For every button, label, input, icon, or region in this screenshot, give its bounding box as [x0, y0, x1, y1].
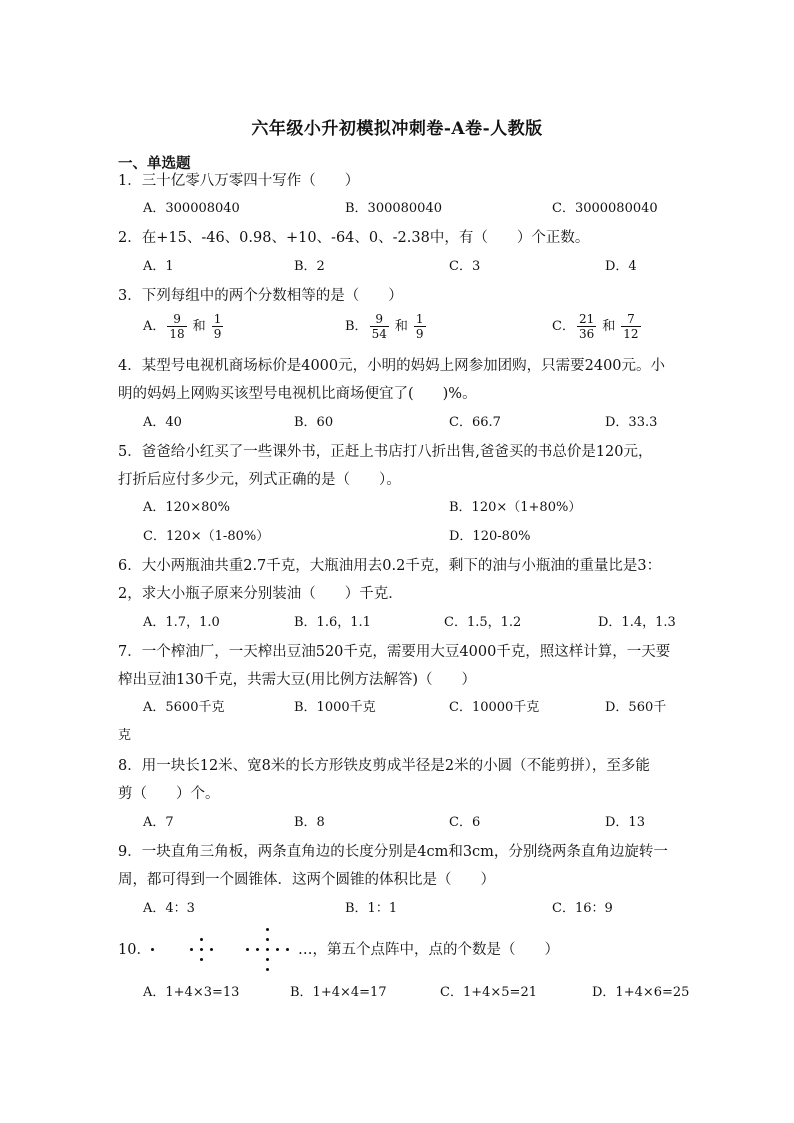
- question-8-line-2: 剪（ ）个。: [118, 786, 220, 802]
- q10-option-c[interactable]: C．1+4×5=21: [440, 985, 537, 1000]
- question-3: 3．下列每组中的两个分数相等的是（ ）: [118, 288, 403, 304]
- question-10-number: 10．: [118, 942, 151, 958]
- fraction: $\frac{21}{36}$: [578, 312, 595, 341]
- conjunction: 和: [394, 318, 408, 334]
- question-9-line-1: 9．一块直角三角板，两条直角边的长度分别是4cm和3cm，分别绕两条直角边旋转一: [118, 844, 668, 860]
- q6-option-c[interactable]: C．1.5，1.2: [444, 615, 522, 630]
- q5-option-d[interactable]: D．120-80%: [449, 529, 531, 544]
- q10-option-b[interactable]: B．1+4×4=17: [290, 985, 387, 1000]
- fraction: $\frac{1}{9}$: [415, 312, 424, 341]
- q3-option-b[interactable]: [345, 312, 428, 341]
- dot: [286, 948, 289, 951]
- question-5-line-2: 打折后应付多少元，列式正确的是（ ）。: [118, 472, 401, 488]
- q6-option-d[interactable]: D．1.4，1.3: [598, 615, 676, 630]
- q7-option-d[interactable]: D．560千: [605, 700, 667, 715]
- q2-option-c[interactable]: C．3: [449, 259, 481, 274]
- q8-option-d[interactable]: D．13: [605, 815, 645, 830]
- dot: [266, 948, 269, 951]
- q4-option-b[interactable]: B．60: [294, 415, 334, 430]
- conjunction: 和: [192, 318, 206, 334]
- option-label: C．: [552, 318, 575, 334]
- q4-option-a[interactable]: A．40: [143, 415, 182, 430]
- question-8-line-1: 8．用一块长12米、宽8米的长方形铁皮剪成半径是2米的小圆（不能剪拼），至多能: [118, 758, 650, 774]
- dot: [210, 948, 213, 951]
- dot: [266, 958, 269, 961]
- question-5-line-1: 5．爸爸给小红买了一些课外书，正赶上书店打八折出售,爸爸买的书总价是120元，: [118, 444, 653, 460]
- dot: [256, 948, 259, 951]
- q6-option-b[interactable]: B．1.6，1.1: [294, 615, 371, 630]
- section-heading: 一、单选题: [118, 155, 191, 172]
- q4-option-d[interactable]: D．33.3: [605, 415, 658, 430]
- question-4-line-1: 4．某型号电视机商场标价是4000元，小明的妈妈上网参加团购，只需要2400元。小: [118, 358, 666, 374]
- question-2: 2．在+15、-46、0.98、+10、-64、0、-2.38中，有（ ）个正数。: [118, 230, 590, 246]
- q8-option-b[interactable]: B．8: [294, 815, 325, 830]
- fraction: $\frac{7}{12}$: [623, 312, 639, 341]
- q10-option-d[interactable]: D．1+4×6=25: [592, 985, 690, 1000]
- dot: [246, 948, 249, 951]
- q9-option-a[interactable]: A．4：3: [143, 901, 195, 916]
- question-7-line-2: 榨出豆油130千克，共需大豆(用比例方法解答)（ ）: [118, 672, 476, 688]
- page-title: 六年级小升初模拟冲刺卷-A卷-人教版: [251, 119, 543, 139]
- q2-option-d[interactable]: D．4: [605, 259, 637, 274]
- q7-option-b[interactable]: B．1000千克: [294, 700, 376, 715]
- option-label: A．: [143, 318, 166, 334]
- dot: [190, 948, 193, 951]
- question-10-stem: …，第五个点阵中，点的个数是（ ）: [298, 942, 559, 958]
- dot: [151, 948, 154, 951]
- question-6-line-2: 2，求大小瓶子原来分别装油（ ）千克．: [118, 586, 403, 602]
- q8-option-a[interactable]: A．7: [143, 815, 174, 830]
- dot: [266, 968, 269, 971]
- dot: [266, 938, 269, 941]
- q4-option-c[interactable]: C．66.7: [449, 415, 501, 430]
- q5-option-c[interactable]: C．120×（1-80%）: [143, 529, 270, 544]
- q1-option-a[interactable]: A．300008040: [143, 201, 240, 216]
- q7-option-a[interactable]: A．5600千克: [143, 700, 225, 715]
- q2-option-a[interactable]: A．1: [143, 259, 174, 274]
- q3-option-c[interactable]: [552, 312, 643, 341]
- dot: [200, 958, 203, 961]
- q7-option-d-wrap: 克: [118, 728, 132, 743]
- question-9-line-2: 周，都可得到一个圆锥体．这两个圆锥的体积比是（ ）: [118, 872, 495, 888]
- q1-option-b[interactable]: B．300080040: [345, 201, 442, 216]
- q6-option-a[interactable]: A．1.7，1.0: [143, 615, 220, 630]
- fraction: $\frac{1}{9}$: [213, 312, 222, 341]
- dot: [200, 948, 203, 951]
- q8-option-c[interactable]: C．6: [449, 815, 481, 830]
- q9-option-c[interactable]: C．16：9: [552, 901, 613, 916]
- q7-option-c[interactable]: C．10000千克: [449, 700, 540, 715]
- dot: [200, 938, 203, 941]
- question-7-line-1: 7．一个榨油厂，一天榨出豆油520千克，需要用大豆4000千克，照这样计算，一天要: [118, 644, 671, 660]
- q10-option-a[interactable]: A．1+4×3=13: [143, 985, 240, 1000]
- question-4-line-2: 明的妈妈上网购买该型号电视机比商场便宜了( )%。: [118, 386, 477, 402]
- dot: [266, 928, 269, 931]
- q2-option-b[interactable]: B．2: [294, 259, 325, 274]
- fraction: $\frac{9}{18}$: [169, 312, 185, 341]
- q1-option-c[interactable]: C．3000080040: [552, 201, 658, 216]
- conjunction: 和: [602, 318, 616, 334]
- fraction: $\frac{9}{54}$: [371, 312, 387, 341]
- question-6-line-1: 6．大小两瓶油共重2.7千克，大瓶油用去0.2千克，剩下的油与小瓶油的重量比是3：: [118, 558, 662, 574]
- q9-option-b[interactable]: B．1：1: [345, 901, 398, 916]
- q3-option-a[interactable]: [143, 312, 225, 341]
- option-label: B．: [345, 318, 368, 334]
- dot: [276, 948, 279, 951]
- question-1: 1．三十亿零八万零四十写作（ ）: [118, 173, 360, 189]
- q5-option-b[interactable]: B．120×（1+80%）: [449, 500, 582, 515]
- q5-option-a[interactable]: A．120×80%: [143, 500, 230, 515]
